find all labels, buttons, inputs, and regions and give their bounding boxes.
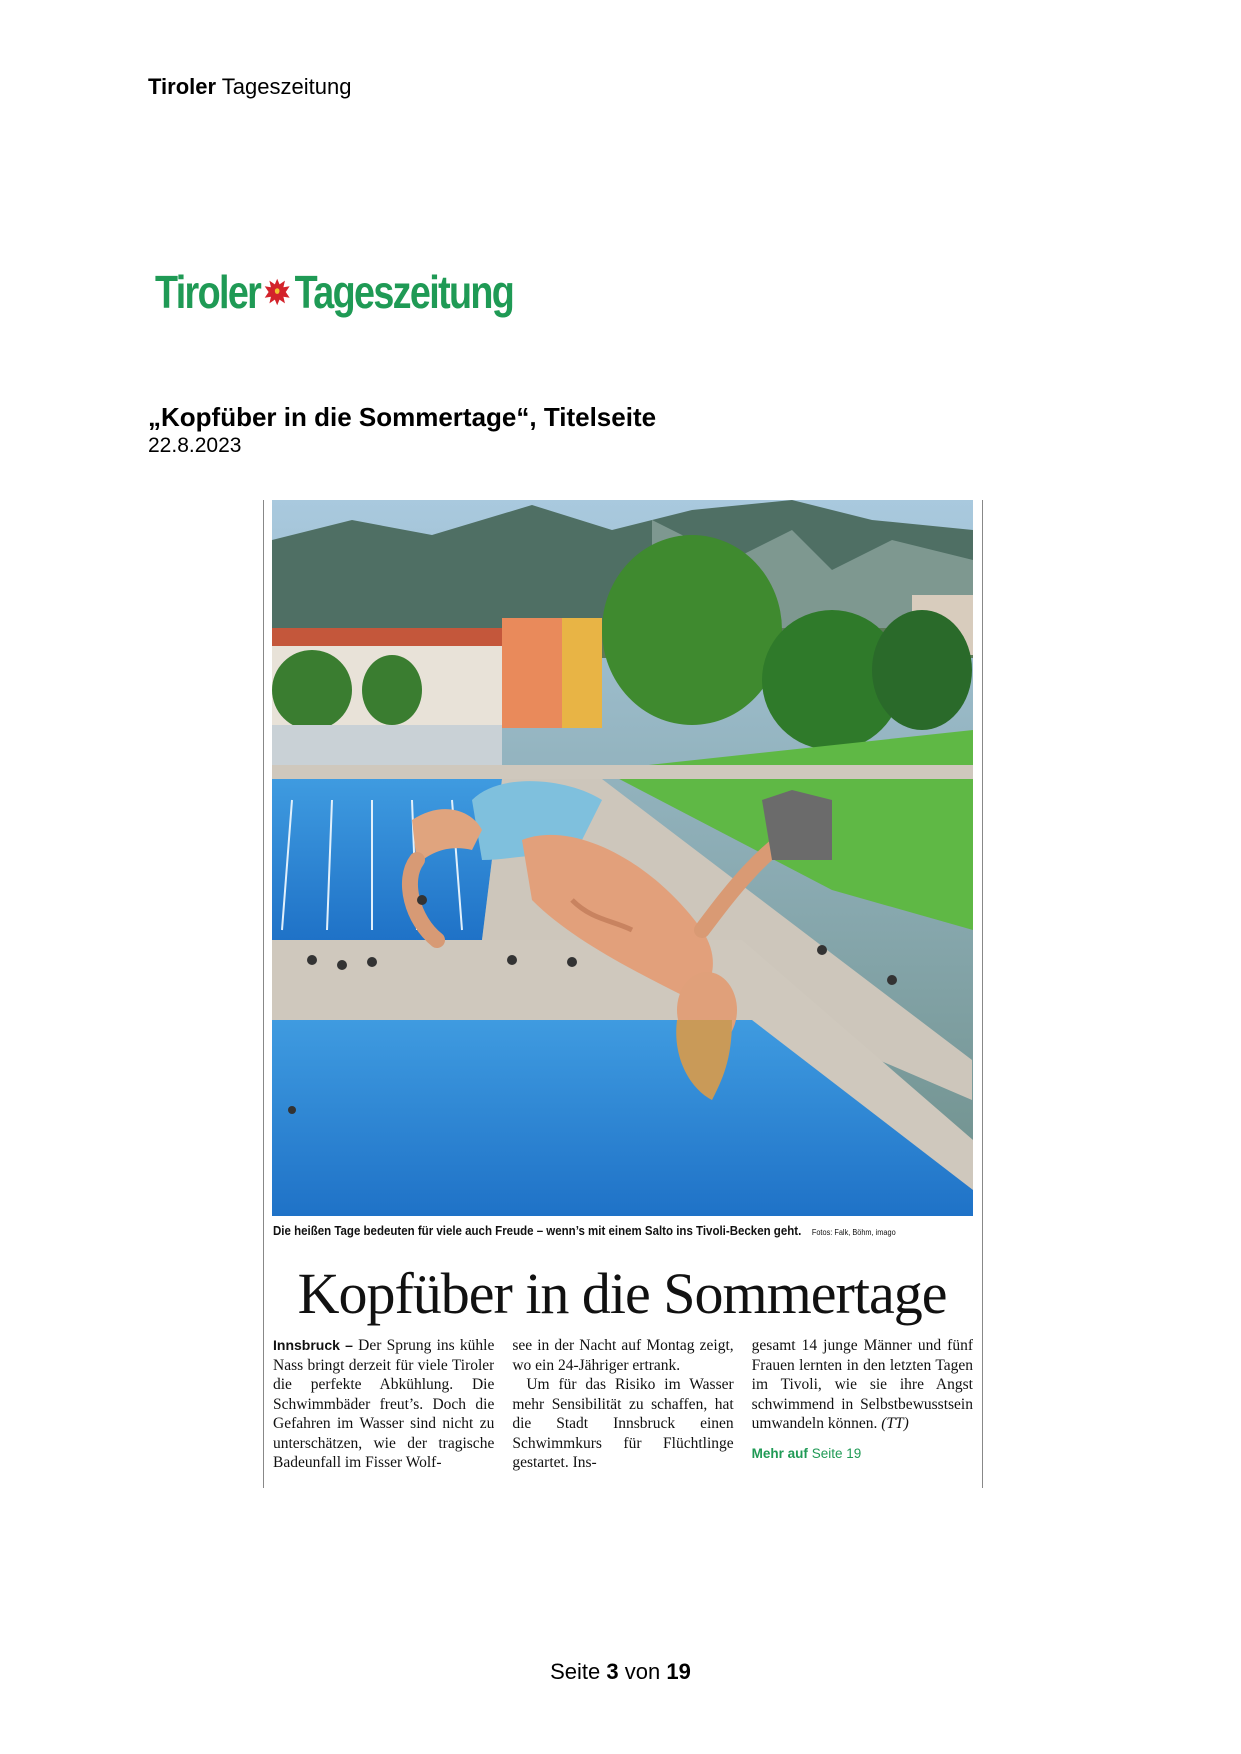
more-page: Seite 19 (811, 1445, 862, 1461)
footer-total-pages: 19 (666, 1659, 691, 1684)
article-column-3 (752, 1336, 973, 1486)
photo-caption (273, 1224, 917, 1238)
more-label: Mehr auf (751, 1445, 808, 1461)
footer-prefix: Seite (550, 1659, 601, 1684)
header-brand-bold: Tiroler (148, 74, 217, 99)
author-tag: (TT) (881, 1415, 909, 1432)
column-2-text-a: see in der Nacht auf Montag zeigt, wo ein 24-Jähriger ertrank. (512, 1337, 734, 1374)
article-date: 22.8.2023 (148, 434, 242, 457)
header-brand-rest: Tageszeitung (221, 74, 352, 99)
article-column-2 (512, 1336, 733, 1486)
article-columns (273, 1336, 973, 1486)
article-column-1 (273, 1336, 494, 1486)
newspaper-logo (155, 262, 513, 322)
front-page-photo (272, 500, 973, 1216)
photo-credit: Fotos: Falk, Böhm, imago (811, 1228, 896, 1237)
column-3-text: gesamt 14 junge Männer und fünf Frauen lernten in den letzten Tagen im Tivoli, wie sie ihre Angst schwimmend in Selbstbewusstsein umwandeln können. (751, 1337, 973, 1432)
column-1-text: Der Sprung ins kühle Nass bringt derzeit für viele Tiroler die perfekte Abkühlung. Die Schwimmbäder freut’s. Doch die Gefahren im Wasser sind nicht zu unterschätzen, wie der tragische Badeunfall im Fisser Wolf- (273, 1337, 495, 1471)
document-header (148, 74, 351, 100)
article-title: „Kopfüber in die Sommertage“, Titelseite (148, 402, 657, 432)
logo-part1: Tiroler (155, 266, 261, 318)
caption-text: Die heißen Tage bedeuten für viele auch Freude – wenn’s mit einem Salto ins Tivoli-Becken geht. (273, 1224, 802, 1238)
footer-middle: von (624, 1659, 661, 1684)
column-2-text-b: Um für das Risiko im Wasser mehr Sensibilität zu schaffen, hat die Stadt Innsbruck einen Schwimmkurs für Flüchtlinge gestartet. Ins- (512, 1376, 734, 1471)
dateline: Innsbruck – (273, 1337, 353, 1353)
clipping-headline: Kopfüber in die Sommertage (297, 1261, 947, 1326)
newspaper-clipping (263, 500, 983, 1488)
diver-photo-illustration (272, 500, 973, 1216)
page-footer (0, 1659, 1241, 1685)
more-on-page-link (752, 1444, 973, 1464)
tyrolean-eagle-icon (262, 273, 293, 311)
footer-page-number: 3 (606, 1659, 619, 1684)
logo-part2: Tageszeitung (294, 266, 514, 318)
